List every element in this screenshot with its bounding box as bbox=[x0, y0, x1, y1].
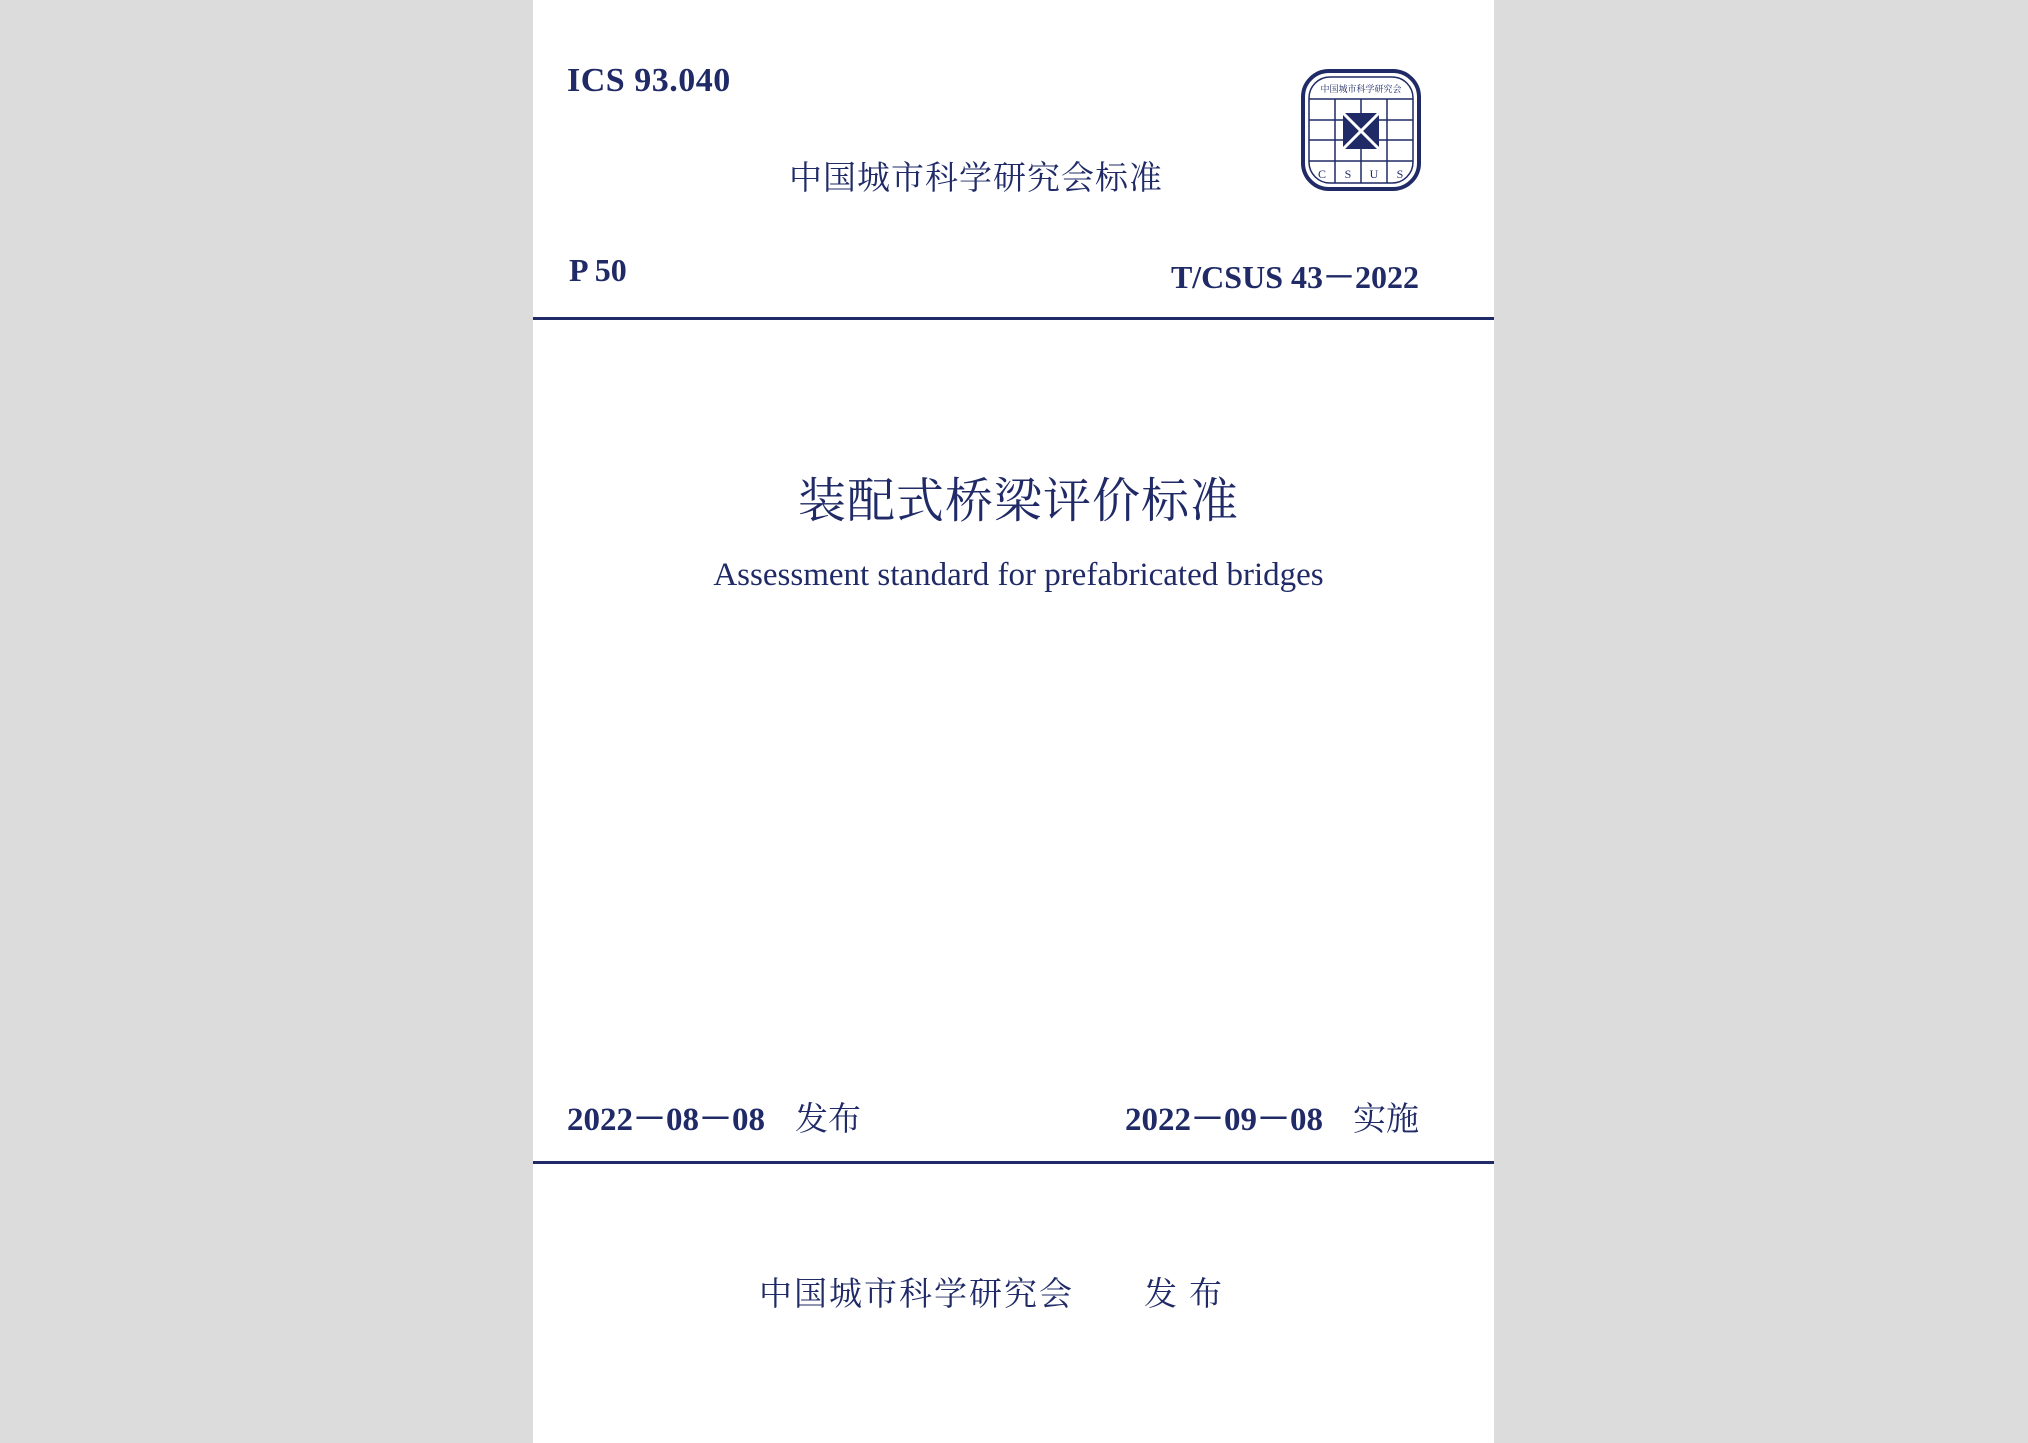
implement-label: 实施 bbox=[1353, 1099, 1419, 1138]
org-standard-label: 中国城市科学研究会标准 bbox=[789, 158, 1163, 197]
category-code: P 50 bbox=[569, 252, 627, 288]
title-chinese: 装配式桥梁评价标准 bbox=[797, 475, 1239, 528]
logo-letter: U bbox=[1369, 167, 1379, 181]
issue-date: 2022－08－08 bbox=[567, 1102, 765, 1138]
document-cover bbox=[533, 0, 1494, 1443]
standard-number: T/CSUS 43－2022 bbox=[1170, 259, 1419, 295]
logo-letter: S bbox=[1396, 167, 1404, 181]
issue-line bbox=[567, 1093, 861, 1140]
logo-ring-text: 中国城市科学研究会 bbox=[1320, 85, 1402, 95]
title-english: Assessment standard for prefabricated bridges bbox=[713, 557, 1324, 593]
csus-logo bbox=[1300, 68, 1422, 192]
implement-date: 2022－09－08 bbox=[1125, 1102, 1323, 1138]
publisher-name: 中国城市科学研究会 bbox=[759, 1274, 1074, 1313]
ics-code: ICS 93.040 bbox=[567, 62, 731, 99]
implement-line bbox=[1125, 1093, 1419, 1140]
logo-letter: C bbox=[1317, 167, 1327, 181]
issue-label: 发布 bbox=[795, 1099, 861, 1138]
bottom-divider bbox=[533, 1161, 1494, 1164]
top-divider bbox=[533, 317, 1494, 320]
publish-label: 发布 bbox=[1144, 1274, 1234, 1313]
logo-letter: S bbox=[1344, 167, 1352, 181]
